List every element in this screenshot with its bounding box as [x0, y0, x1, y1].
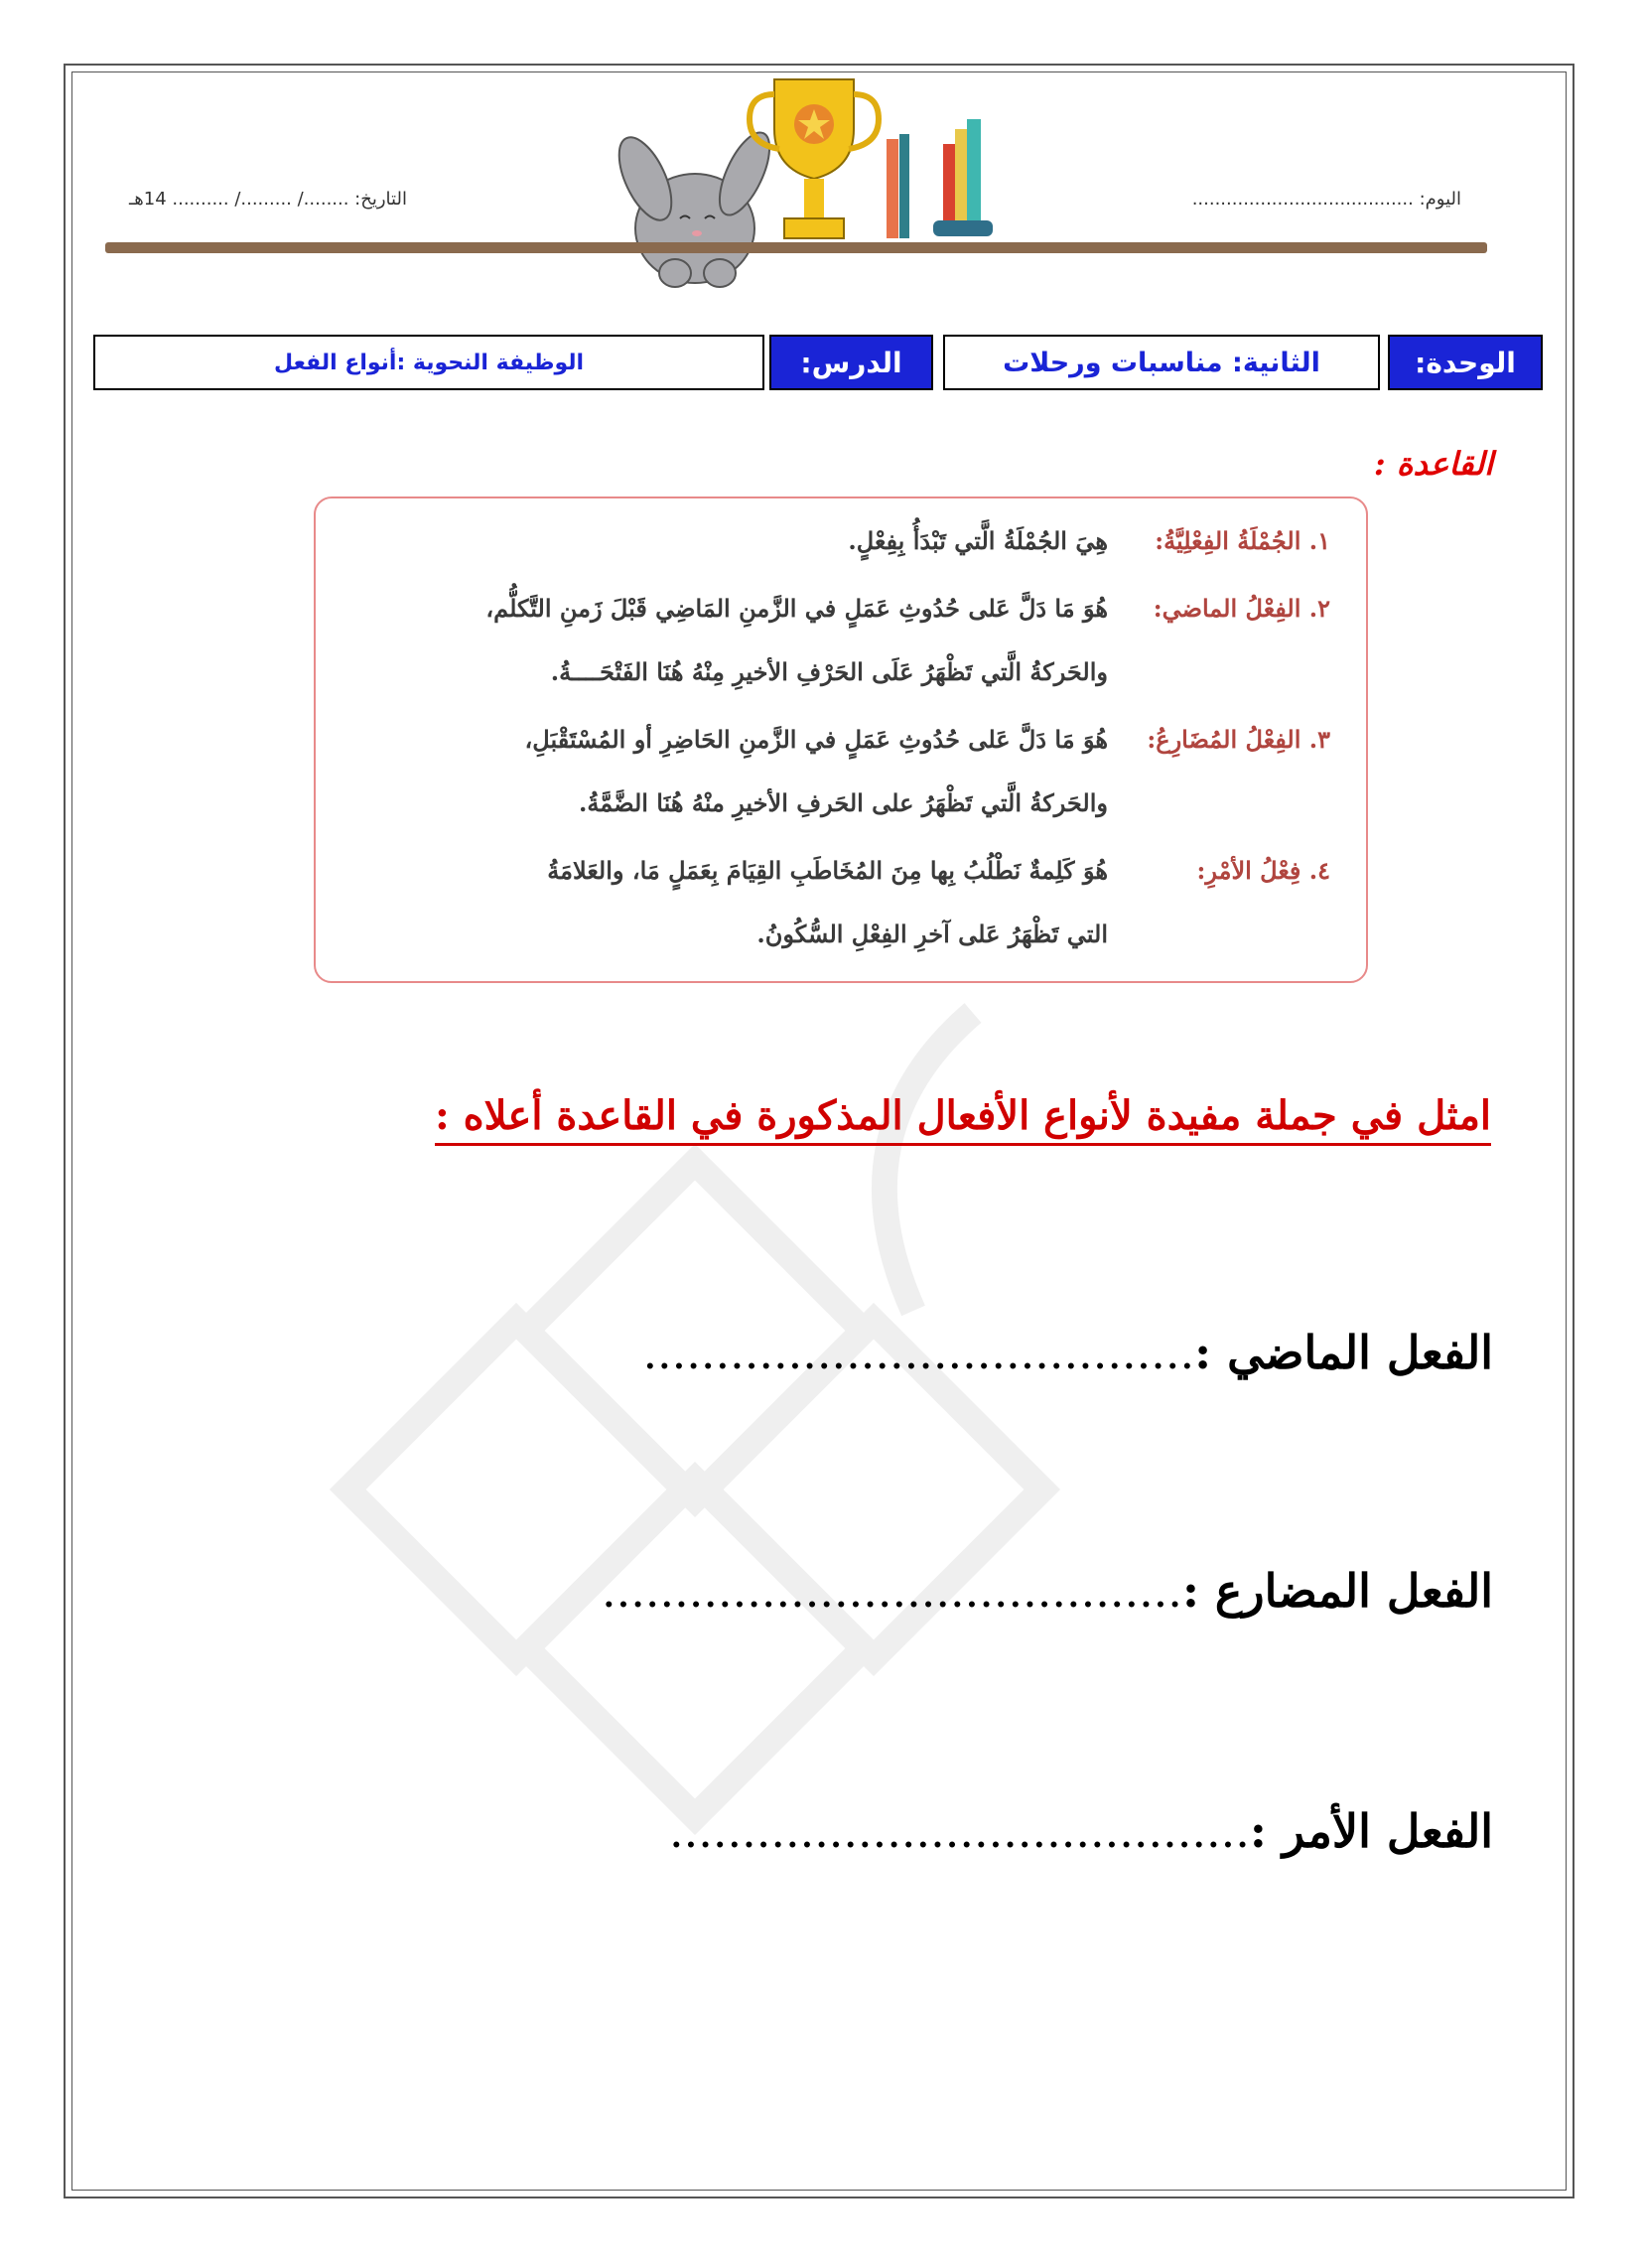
- rule-term: الفِعْلُ المُضَارِعُ:: [1147, 725, 1301, 754]
- rule-3-term: [1147, 725, 1330, 754]
- rule-4-text-line-1: هُوَ كَلِمةٌ نَطْلُبُ بِها مِنَ المُخَاطَبِ القِيَامَ بِعَمَلٍ مَا، والعَلامَةُ: [547, 856, 1108, 885]
- rule-1-text: هِيَ الجُمْلَةُ الَّتي تَبْدَأُ بِفِعْلٍ.: [848, 526, 1108, 555]
- rule-term: الجُمْلَةُ الفِعْلِيَّةُ:: [1155, 526, 1301, 555]
- answer-label: الفعل المضارع :: [1181, 1564, 1493, 1618]
- watermark-pattern: [278, 953, 1271, 1847]
- rule-heading: القاعدة :: [1373, 445, 1493, 483]
- rule-term: الفِعْلُ الماضي:: [1153, 594, 1301, 623]
- exercise-instruction: امثل في جملة مفيدة لأنواع الأفعال المذكورة في القاعدة أعلاه :: [435, 1092, 1491, 1146]
- rule-2-text-line-1: هُوَ مَا دَلَّ عَلى حُدُوثِ عَمَلٍ في الزَّمنِ المَاضِي قَبْلَ زَمنِ التَّكلُّم،: [485, 594, 1108, 623]
- answer-dots: ......................................: [642, 1326, 1195, 1379]
- rule-number: ١.: [1308, 526, 1330, 555]
- shelf-bar: [105, 242, 1487, 253]
- rule-3-text-line-1: هُوَ مَا دَلَّ عَلى حُدُوثِ عَمَلٍ في الزَّمنِ الحَاضِرِ أو المُسْتَقْبَلِ،: [524, 725, 1108, 754]
- answer-line-past[interactable]: [642, 1326, 1493, 1379]
- lesson-value: الوظيفة النحوية :أنواع الفعل: [93, 335, 764, 390]
- rule-term: فِعْلُ الأمْرِ:: [1196, 856, 1301, 885]
- bunny-illustration: [609, 126, 779, 287]
- header-illustration: [606, 60, 1023, 298]
- unit-label: الوحدة:: [1388, 335, 1543, 390]
- rule-number: ٤.: [1308, 856, 1330, 885]
- answer-label: الفعل الماضي :: [1194, 1326, 1493, 1379]
- answer-dots: ........................................: [602, 1564, 1182, 1618]
- answer-line-present[interactable]: [602, 1564, 1493, 1618]
- answer-label: الفعل الأمر :: [1249, 1804, 1493, 1858]
- date-field: التاريخ: ......../ ........./ .......... 14هـ: [129, 189, 407, 210]
- rule-2-term: [1154, 594, 1330, 623]
- rule-number: ٢.: [1308, 594, 1330, 623]
- answer-dots: ........................................: [668, 1804, 1250, 1858]
- rule-4-term: [1196, 856, 1330, 885]
- rule-3-text-line-2: والحَركةُ الَّتي تَظْهَرُ على الحَرفِ الأخيرِ منْهُ هُنَا الضَّمَّةُ.: [579, 788, 1108, 817]
- rule-1-term: [1155, 526, 1330, 555]
- day-field: اليوم: .......................................: [1191, 189, 1461, 210]
- rule-4-text-line-2: التي تَظْهَرُ عَلى آخرِ الفِعْلِ السُّكُونُ.: [756, 920, 1108, 948]
- unit-value: الثانية: مناسبات ورحلات: [943, 335, 1380, 390]
- lesson-label: الدرس:: [769, 335, 933, 390]
- books-illustration: [887, 119, 993, 238]
- rule-number: ٣.: [1308, 725, 1330, 754]
- rule-2-text-line-2: والحَركةُ الَّتي تَظْهَرُ عَلَى الحَرْفِ الأخيرِ مِنْهُ هُنَا الفَتْحَــــةُ.: [550, 657, 1108, 686]
- answer-line-imperative[interactable]: [669, 1804, 1493, 1858]
- info-table: [0, 335, 1642, 392]
- rules-box: [314, 496, 1368, 983]
